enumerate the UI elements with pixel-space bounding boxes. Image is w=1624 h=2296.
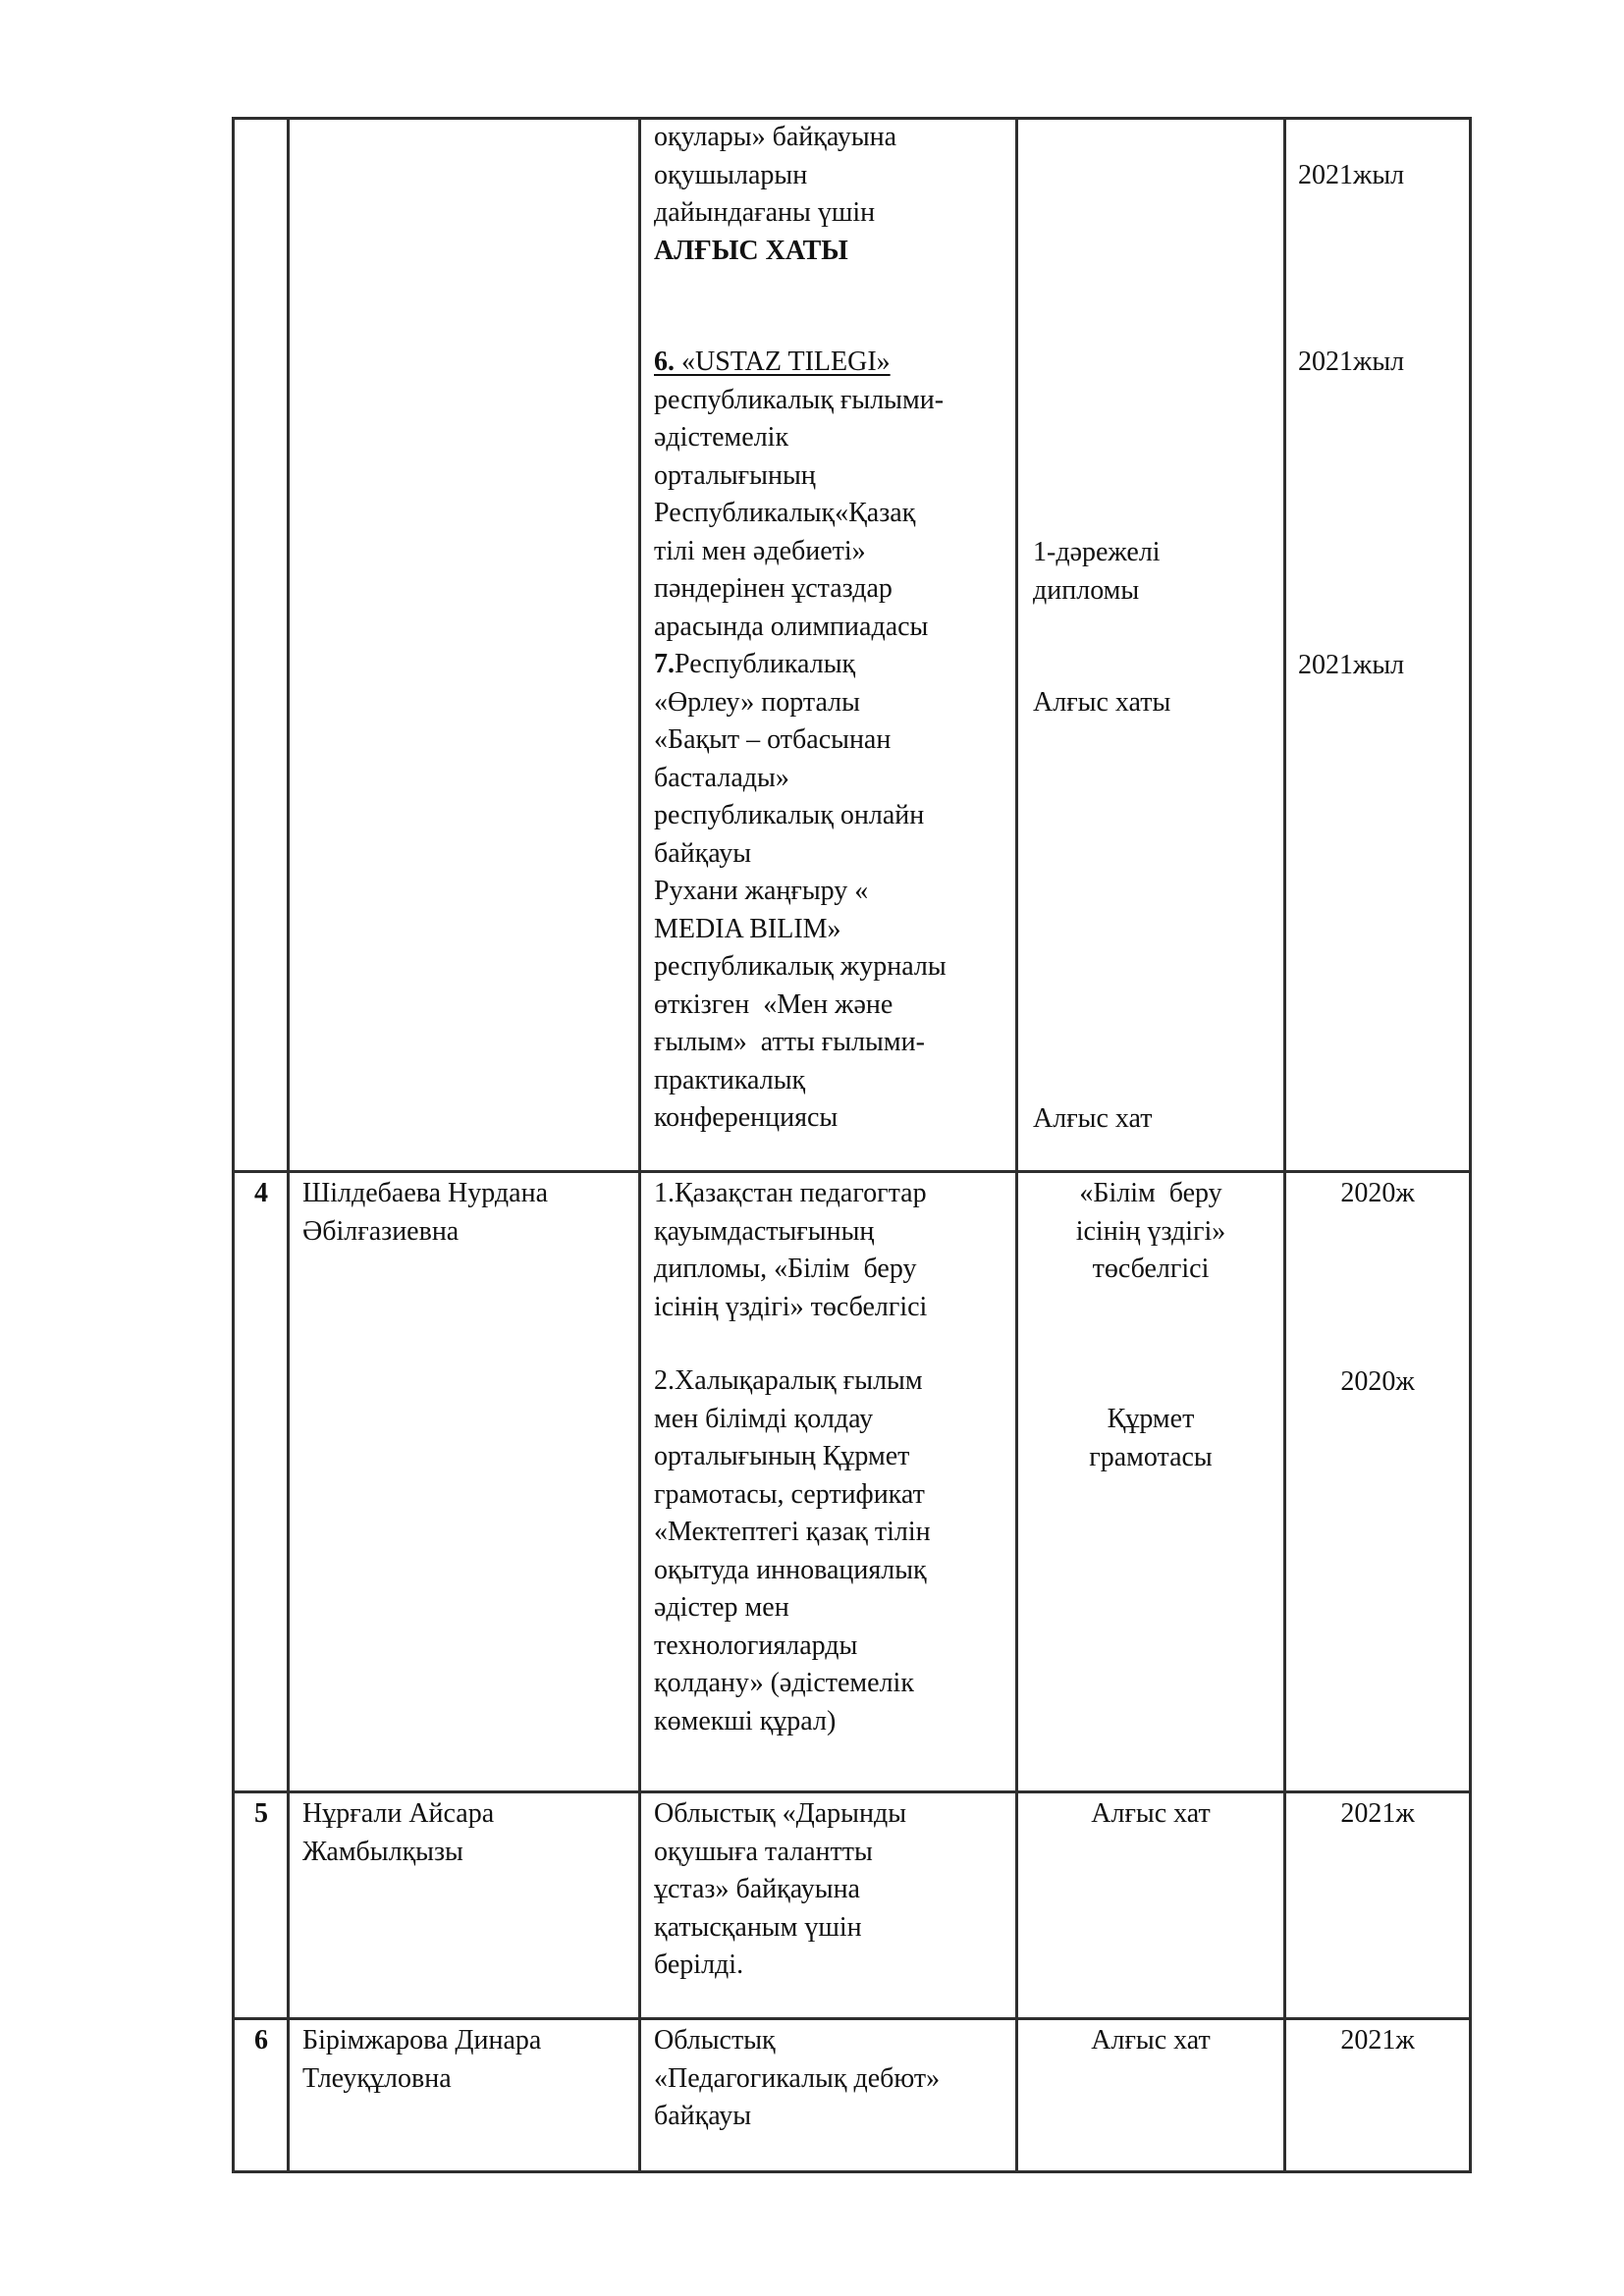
event-line: Рухани жаңғыру « [654,876,869,906]
item-title: «USTAZ TILEGI» [681,347,891,377]
year-cell [1298,157,1465,195]
award-cell [1033,534,1278,610]
award-line: Алғыс хаты [1033,687,1171,718]
event-line: тілі мен әдебиеті» [654,535,866,566]
award-line: дипломы [1033,574,1140,606]
name-cell [302,1175,636,1251]
event-line: оқушыға талантты [654,1836,873,1867]
event-line: пәндерінен ұстаздар [654,573,893,604]
name-line: Нұрғали Айсара [302,1798,495,1829]
table-border-left [232,117,235,2173]
award-line: «Білім беру [1079,1178,1222,1208]
column-divider [287,117,290,2173]
event-word: Республикалық [654,498,836,528]
award-cell [1033,684,1278,722]
event-line: грамотасы, сертификат [654,1478,925,1510]
event-line: «Бақыт – отбасынан [654,724,892,755]
award-line: ісінің үздігі» [1075,1215,1226,1247]
event-cell [654,2022,1007,2136]
event-word: «Қазақ [835,498,916,528]
event-line: 1.Қазақстан педагогтар [654,1178,927,1208]
award-line: Құрмет [1107,1404,1195,1434]
event-line: оқулары» байқауына [654,122,897,152]
name-line: Әбілғазиевна [302,1215,460,1247]
item-number: 7. [654,649,675,679]
event-cell [654,344,1007,1138]
year-value: 2021жыл [1298,650,1405,680]
event-line-justified [654,495,1002,533]
column-divider [1015,117,1018,2173]
year-value: 2020ж [1340,1366,1415,1397]
award-line: грамотасы [1089,1441,1213,1472]
column-divider [638,117,641,2173]
event-line: арасында олимпиадасы [654,611,929,642]
row-number: 6 [254,2025,268,2056]
year-value: 2021жыл [1298,347,1405,377]
event-line: ісінің үздігі» төсбелгісі [654,1291,928,1322]
event-line: орталығының Құрмет [654,1441,910,1471]
year-cell: 2021ж [1340,2025,1415,2056]
year-cell [1298,344,1465,382]
event-line: байқауы [654,837,752,869]
event-item-heading [654,646,1007,684]
year-cell [1286,1363,1469,1402]
event-line: байқауы [654,2101,752,2131]
award-cell: Алғыс хат [1091,1798,1211,1829]
year-cell [1286,1175,1469,1213]
event-line: дипломы, «Білім беру [654,1254,917,1284]
event-line: әдістемелік [654,422,789,453]
name-line: Тлеуқұловна [302,2062,452,2094]
event-line: «Педагогикалық дебют» [654,2062,941,2094]
event-line: республикалық журналы [654,951,947,982]
name-line: Бірімжарова Динара [302,2025,542,2056]
column-divider [1283,117,1286,2173]
event-line: басталады» [654,762,789,793]
event-cell [654,1795,1007,1985]
name-line: Жамбылқызы [302,1836,463,1867]
row-number: 4 [254,1178,268,1208]
event-cell [654,1362,1007,1740]
event-line: қатысқаным үшін [654,1911,862,1943]
event-line: мен білімді қолдау [654,1403,874,1434]
year-value: 2021жыл [1298,160,1405,190]
event-line: көмекші құрал) [654,1705,837,1736]
event-line: «Өрлеу» порталы [654,686,860,718]
event-line: оқушыларын [654,159,808,190]
event-line-bold: АЛҒЫС ХАТЫ [654,235,848,266]
event-line: Облыстық [654,2025,776,2056]
event-line: берілді. [654,1949,744,1980]
event-line: «Мектептегі қазақ тілін [654,1517,931,1547]
event-cell [654,119,1007,270]
item-title: Республикалық [675,649,856,679]
table-border-right [1469,117,1472,2173]
event-line: конференциясы [654,1102,839,1133]
event-line: 2.Халықаралық ғылым [654,1365,923,1396]
event-line: ғылым» атты ғылыми- [654,1027,925,1057]
row-number: 5 [254,1798,268,1829]
name-cell [302,1795,636,1871]
year-cell [1298,647,1465,685]
year-value: 2020ж [1340,1178,1415,1208]
event-line: әдістер мен [654,1592,789,1623]
year-cell: 2021ж [1340,1798,1415,1829]
event-line: қауымдастығының [654,1215,875,1247]
event-item-heading [654,344,1007,382]
event-line: өткізген «Мен және [654,988,893,1020]
event-cell [654,1175,1007,1326]
event-line: технологияларды [654,1629,858,1661]
event-line: қолдану» (әдістемелік [654,1668,914,1698]
event-line: республикалық ғылыми- [654,384,945,415]
event-line: республикалық онлайн [654,800,925,830]
award-cell [1018,1175,1283,1289]
event-line: орталығының [654,459,816,491]
award-cell [1033,1100,1278,1139]
item-number: 6. [654,347,675,377]
name-line: Шілдебаева Нурдана [302,1178,548,1208]
award-line: Алғыс хат [1033,1103,1153,1134]
award-cell: Алғыс хат [1091,2025,1211,2056]
event-line: оқытуда инновациялық [654,1554,927,1585]
name-cell [302,2022,636,2098]
award-cell [1018,1401,1283,1476]
event-line: MEDIA BILIM» [654,913,841,944]
award-line: 1-дәрежелі [1033,537,1161,567]
award-line: төсбелгісі [1092,1254,1210,1284]
event-line: дайындағаны үшін [654,197,876,228]
event-line: ұстаз» байқауына [654,1874,860,1904]
event-line: практикалық [654,1064,806,1095]
event-line: Облыстық «Дарынды [654,1798,907,1829]
